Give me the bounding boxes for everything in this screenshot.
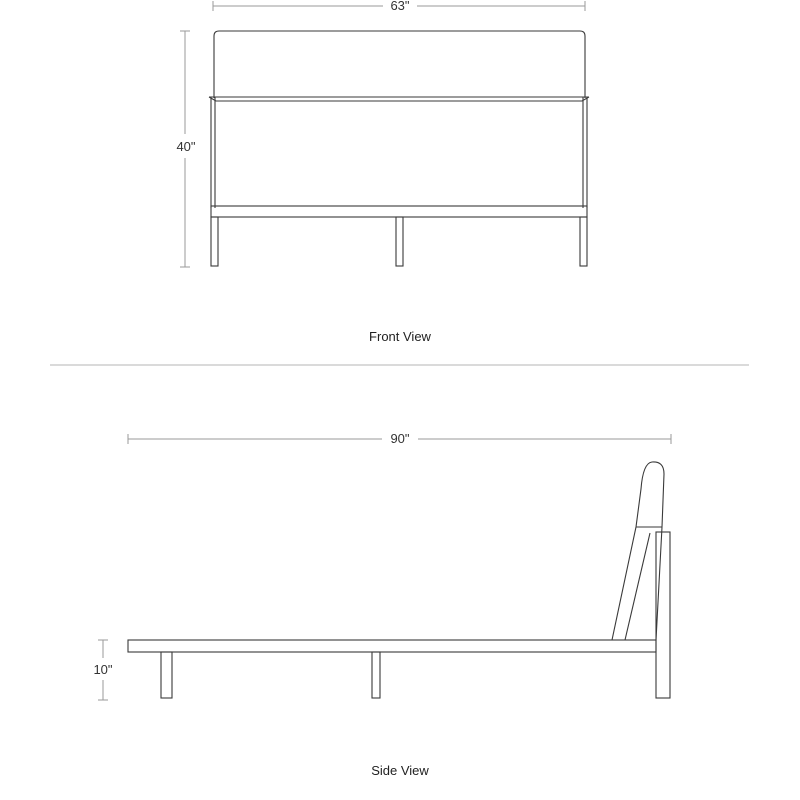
side-height-dimension [93,640,112,700]
front-bed-outline [209,31,589,266]
side-view [93,431,671,778]
front-width-dimension [213,0,585,13]
side-length-label: 90" [390,431,410,446]
side-bed-outline [128,462,670,698]
side-height-label: 10" [93,662,113,677]
front-frame-rail [211,206,587,217]
front-center-leg [396,217,403,266]
front-height-dimension [176,31,195,267]
side-middle-leg [372,652,380,698]
side-platform [128,640,656,652]
front-view-caption: Front View [369,329,431,344]
front-height-label: 40" [176,139,196,154]
front-left-leg [211,217,218,266]
front-right-leg [580,217,587,266]
side-rear-post [656,532,670,698]
side-length-dimension [128,431,671,446]
front-width-label: 63" [390,0,410,13]
side-view-caption: Side View [371,763,429,778]
front-headboard [214,31,585,98]
front-view [176,0,589,344]
side-front-leg [161,652,172,698]
